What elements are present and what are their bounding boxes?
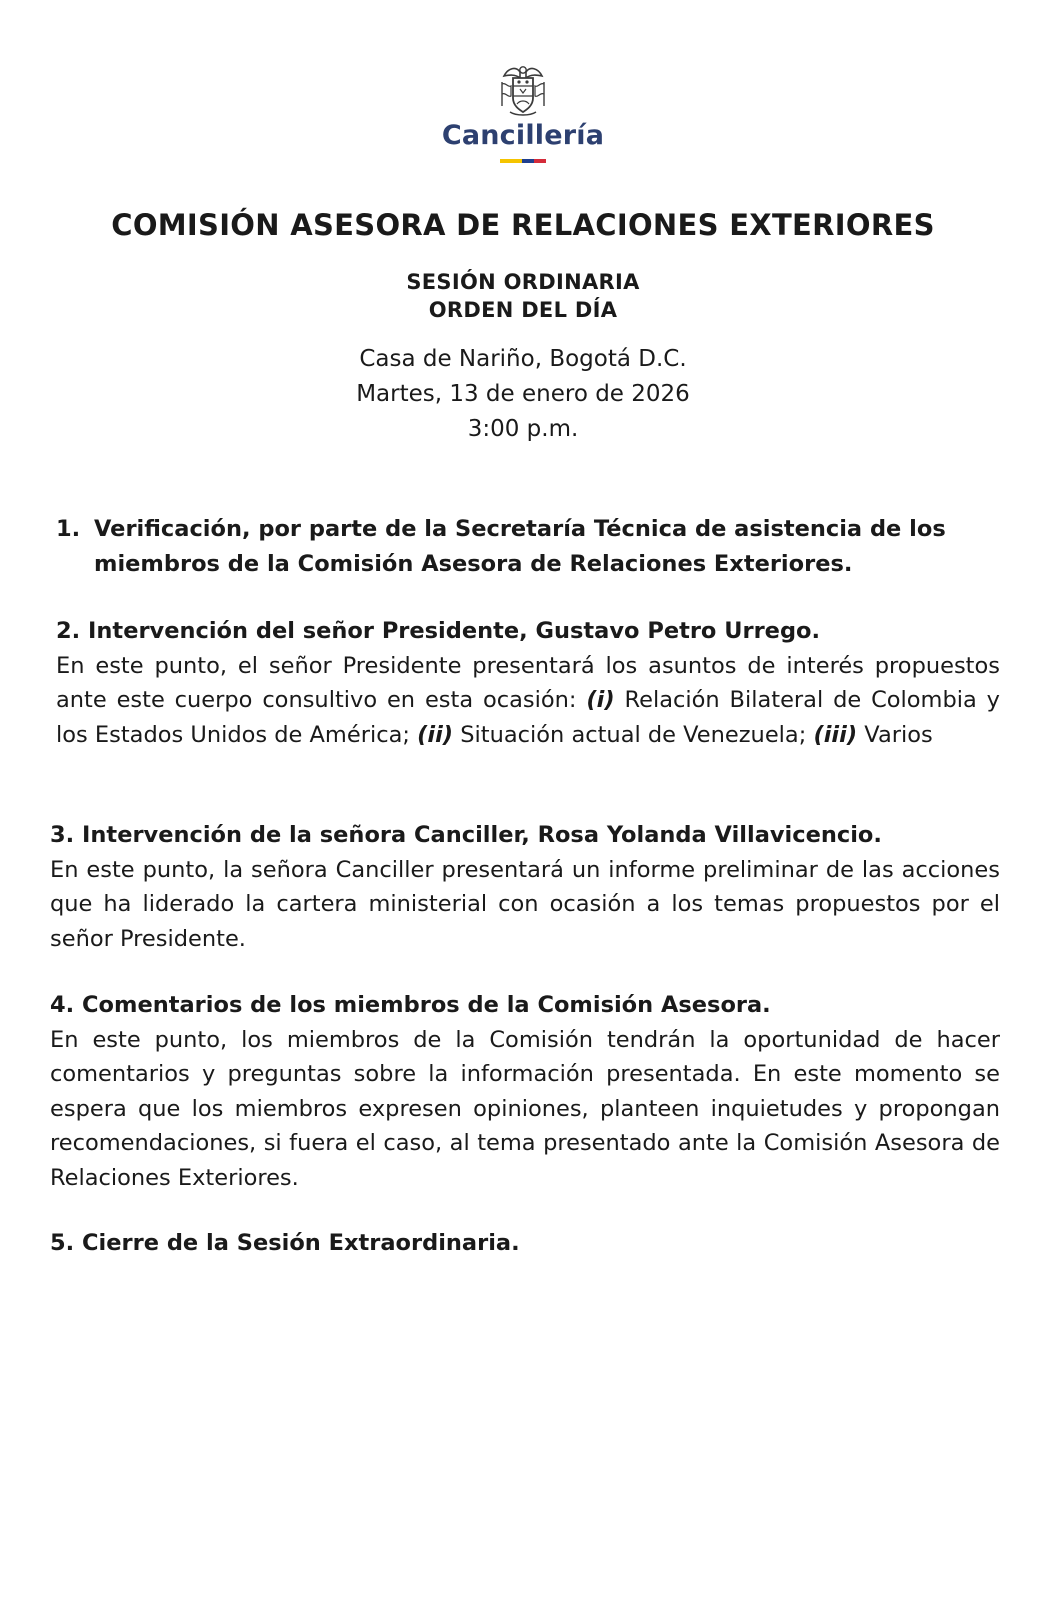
agenda-item-heading bbox=[50, 1226, 1000, 1261]
session-details bbox=[0, 342, 1046, 447]
agenda-item-number: 5. bbox=[50, 1230, 75, 1256]
topic-marker: (ii) bbox=[417, 721, 454, 748]
agenda-item-title: Verificación, por parte de la Secretaría Técnica de asistencia de los miembros de la Comisión Asesora de Relaciones Exteriores. bbox=[94, 516, 946, 577]
agenda-item-description: En este punto, la señora Canciller presentará un informe preliminar de las acciones que ha liderado la cartera ministerial con ocasión a los temas propuestos por el señor Presidente. bbox=[50, 856, 1000, 952]
flag-yellow-stripe bbox=[500, 159, 522, 163]
topic-marker: (i) bbox=[586, 687, 615, 713]
agenda-item-title: Comentarios de los miembros de la Comisión Asesora. bbox=[82, 992, 771, 1018]
agenda-item-number: 3. bbox=[50, 822, 75, 848]
agenda-item-2 bbox=[56, 614, 1000, 752]
agenda-item-heading bbox=[56, 512, 1000, 581]
agenda-item-number: 4. bbox=[50, 992, 75, 1018]
session-time: 3:00 p.m. bbox=[467, 416, 579, 442]
agenda-item-title: Cierre de la Sesión Extraordinaria. bbox=[82, 1230, 520, 1256]
agenda-item-number: 2. bbox=[56, 618, 81, 644]
agenda-item-heading bbox=[50, 988, 1000, 1023]
agenda-item-heading bbox=[50, 818, 1000, 853]
session-type: SESIÓN ORDINARIA bbox=[406, 270, 640, 294]
brand-name: Cancillería bbox=[441, 120, 605, 151]
description-text: En este punto, el señor Presidente presentará los asuntos de interés propuestos ante este cuerpo consultivo en esta ocasión: bbox=[56, 652, 1000, 713]
colombia-coat-of-arms-icon bbox=[498, 62, 548, 118]
agenda-item-heading bbox=[56, 614, 1000, 649]
description-text: Relación Bilateral de Colombia y los Estados Unidos de América; bbox=[56, 687, 1000, 748]
description-text: Situación actual de Venezuela; bbox=[453, 721, 814, 748]
topic-marker: (iii) bbox=[813, 721, 858, 748]
flag-red-stripe bbox=[534, 159, 546, 163]
description-text: Varios bbox=[857, 721, 933, 748]
agenda-item-description: En este punto, los miembros de la Comisión tendrán la oportunidad de hacer comentarios y preguntas sobre la información presentada. En este momento se espera que los miembros expresen opiniones, planteen inquietudes y propongan recomendaciones, si fuera el caso, al tema presentado ante la Comisión Asesora de Relaciones Exteriores. bbox=[50, 1026, 1000, 1191]
session-place: Casa de Nariño, Bogotá D.C. bbox=[359, 346, 687, 372]
flag-colors-bar bbox=[500, 159, 546, 163]
agenda-label: ORDEN DEL DÍA bbox=[428, 298, 618, 322]
document-title: COMISIÓN ASESORA DE RELACIONES EXTERIORES bbox=[111, 208, 935, 242]
session-date: Martes, 13 de enero de 2026 bbox=[356, 381, 690, 407]
agenda-item-3 bbox=[50, 818, 1000, 956]
cancilleria-logo bbox=[0, 62, 1046, 163]
agenda-item-title: Intervención del señor Presidente, Gustavo Petro Urrego. bbox=[88, 618, 821, 644]
agenda-item-title: Intervención de la señora Canciller, Rosa Yolanda Villavicencio. bbox=[82, 822, 882, 848]
agenda-item-description bbox=[56, 649, 1000, 753]
agenda-item-1 bbox=[56, 512, 1000, 581]
agenda-item-5 bbox=[50, 1226, 1000, 1261]
agenda-item-number: 1. bbox=[56, 516, 81, 542]
session-subtitles bbox=[0, 268, 1046, 324]
flag-blue-stripe bbox=[522, 159, 534, 163]
agenda-item-4 bbox=[50, 988, 1000, 1195]
